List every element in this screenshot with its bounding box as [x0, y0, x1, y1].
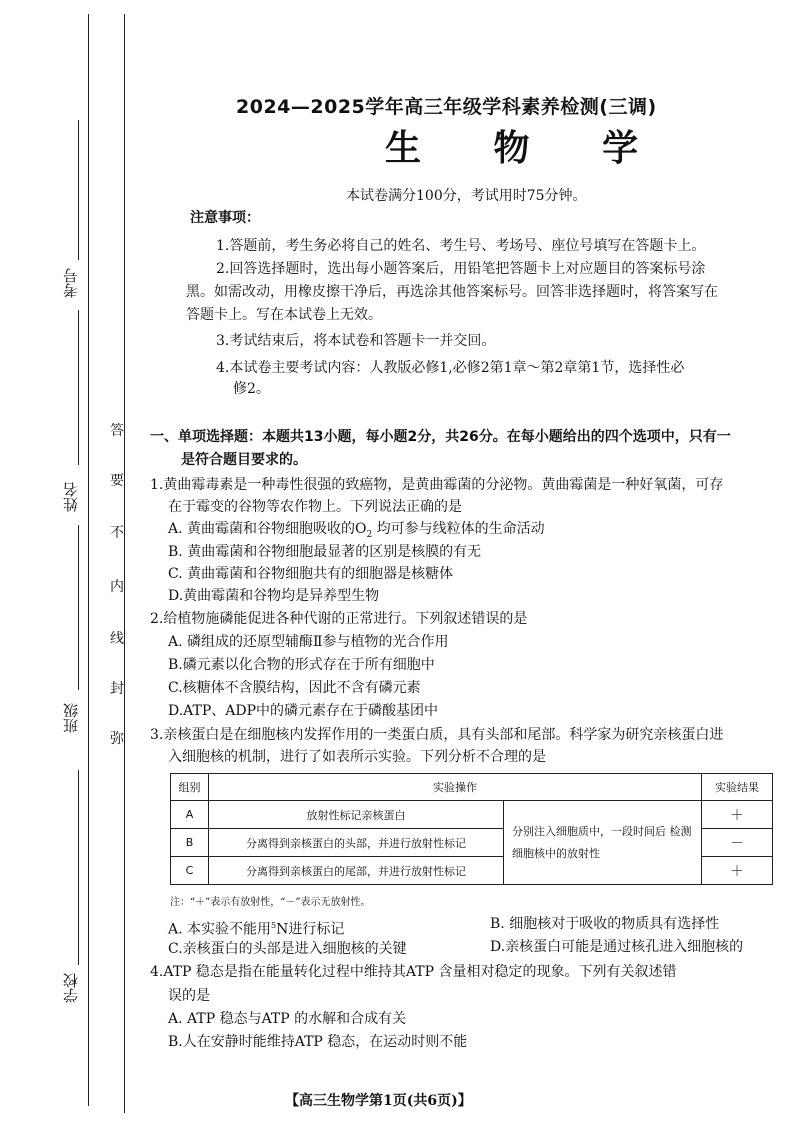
q3-option-a-text: A. 本实验不能用 [168, 921, 272, 938]
exam-title: 2024—2025学年高三年级学科素养检测(三调) [236, 96, 657, 118]
q2-option-b: B.磷元素以化合物的形式存在于所有细胞中 [168, 657, 435, 673]
exam-info: 本试卷满分100分，考试用时75分钟。 [346, 188, 587, 204]
notice-line: 3.考试结束后，将本试卷和答题卡一并交回。 [216, 333, 496, 349]
group-cell: B [171, 829, 209, 857]
q1-option-c: C. 黄曲霉菌和谷物细胞共有的细胞器是核糖体 [168, 566, 454, 582]
q3-option-a-sup: 5 [271, 921, 277, 930]
result-cell: ＋ [702, 857, 773, 885]
operation-cell: 放射性标记亲核蛋白 [209, 801, 504, 829]
q3-option-d: D.亲核蛋白可能是通过核孔进入细胞核的 [490, 939, 744, 955]
group-cell: C [171, 857, 209, 885]
notice-line: 1.答题前，考生务必将自己的姓名、考生号、考场号、座位号填写在答题卡上。 [216, 238, 706, 254]
q2-option-a: A. 磷组成的还原型辅酶Ⅱ参与植物的光合作用 [168, 634, 449, 650]
banji-blank-line [78, 525, 79, 690]
result-cell: ＋ [702, 801, 773, 829]
q1-option-a-text: A. 黄曲霉菌和谷物细胞吸收的O [168, 521, 367, 537]
section-heading-cont: 是符合题目要求的。 [181, 452, 307, 468]
notice-heading: 注意事项： [190, 210, 260, 226]
seal-char: 内 [110, 579, 124, 595]
seal-char: 弥 [110, 731, 124, 747]
operation-cell: 分离得到亲核蛋白的尾部，并进行放射性标记 [209, 857, 504, 885]
q1-stem-cont: 在于霉变的谷物等农作物上。下列说法正确的是 [168, 499, 462, 515]
q3-stem: 3.亲核蛋白是在细胞核内发挥作用的一类蛋白质，具有头部和尾部。科学家为研究亲核蛋白进 [150, 727, 724, 743]
xingming-label: 姓名 [62, 482, 80, 512]
operation-cell: 分离得到亲核蛋白的头部，并进行放射性标记 [209, 829, 504, 857]
q2-stem: 2.给植物施磷能促进各种代谢的正常进行。下列叙述错误的是 [150, 611, 528, 627]
xuexiao-label: 学校 [62, 973, 80, 1003]
notice-line: 修2。 [233, 381, 270, 397]
table-row [171, 801, 773, 829]
table-note: 注：“＋”表示有放射性，“－”表示无放射性。 [170, 897, 371, 908]
experiment-table [170, 773, 773, 885]
section-heading: 一、单项选择题：本题共13小题，每小题2分，共26分。在每小题给出的四个选项中，只有一 [150, 429, 731, 445]
merged-operation-text: 分别注入细胞质中，一段时间后 检测细胞核中的放射性 [512, 824, 692, 860]
q1-option-a-text-end: 均可参与线粒体的生命活动 [372, 521, 545, 537]
q4-option-a: A. ATP 稳态与ATP 的水解和合成有关 [168, 1011, 407, 1027]
q3-option-a [168, 915, 344, 941]
q4-stem: 4.ATP 稳态是指在能量转化过程中维持其ATP 含量相对稳定的现象。下列有关叙述错 [150, 964, 677, 980]
table-header: 实验结果 [702, 774, 773, 801]
table-header: 组别 [171, 774, 209, 801]
q1-option-a-sub: 2 [366, 529, 373, 540]
subject-title: 生 物 学 [385, 128, 669, 169]
q1-stem: 1.黄曲霉毒素是一种毒性很强的致癌物，是黄曲霉菌的分泌物。黄曲霉菌是一种好氧菌，可存 [150, 477, 724, 493]
page-footer: 【高三生物学第1页(共6页)】 [285, 1093, 472, 1109]
q2-option-d: D.ATP、ADP中的磷元素存在于磷酸基团中 [168, 703, 439, 719]
result-cell: － [702, 829, 773, 857]
margin-line-right [124, 14, 125, 1113]
kaohao-blank-line [78, 120, 79, 260]
notice-line: 4.本试卷主要考试内容：人教版必修1,必修2第1章～第2章第1节，选择性必 [216, 360, 685, 376]
q4-stem-cont: 误的是 [168, 988, 210, 1004]
table-header: 实验操作 [209, 774, 702, 801]
q3-option-a-text-end: N进行标记 [276, 921, 345, 938]
notice-line: 黑。如需改动，用橡皮擦干净后，再选涂其他答案标号。回答非选择题时，将答案写在 [186, 284, 718, 300]
q3-option-b: B. 细胞核对于吸收的物质具有选择性 [490, 916, 720, 932]
banji-label: 班级 [62, 703, 80, 733]
q1-option-b: B. 黄曲霉菌和谷物细胞最显著的区别是核膜的有无 [168, 544, 482, 560]
seal-char: 答 [110, 423, 124, 439]
q2-option-c: C.核糖体不含膜结构，因此不含有磷元素 [168, 680, 421, 696]
notice-line: 答题卡上。写在本试卷上无效。 [186, 307, 382, 323]
seal-char: 不 [110, 525, 124, 541]
xuexiao-blank-line [78, 770, 79, 965]
seal-char: 线 [110, 631, 124, 647]
table-header-row [171, 774, 773, 801]
q1-option-d: D.黄曲霉菌和谷物均是异养型生物 [168, 588, 380, 604]
q4-option-b: B.人在安静时能维持ATP 稳态，在运动时则不能 [168, 1034, 468, 1050]
q3-stem-cont: 入细胞核的机制，进行了如表所示实验。下列分析不合理的是 [168, 749, 546, 765]
margin-line-left [88, 14, 89, 1106]
kaohao-label: 考号 [62, 268, 80, 298]
notice-line: 2.回答选择题时，选出每小题答案后，用铅笔把答题卡上对应题目的答案标号涂 [216, 261, 706, 277]
seal-char: 封 [110, 681, 124, 697]
q3-option-c: C.亲核蛋白的头部是进入细胞核的关键 [168, 941, 407, 957]
xingming-blank-line [78, 310, 79, 465]
seal-char: 要 [110, 473, 124, 489]
group-cell: A [171, 801, 209, 829]
merged-operation-cell [504, 801, 702, 885]
